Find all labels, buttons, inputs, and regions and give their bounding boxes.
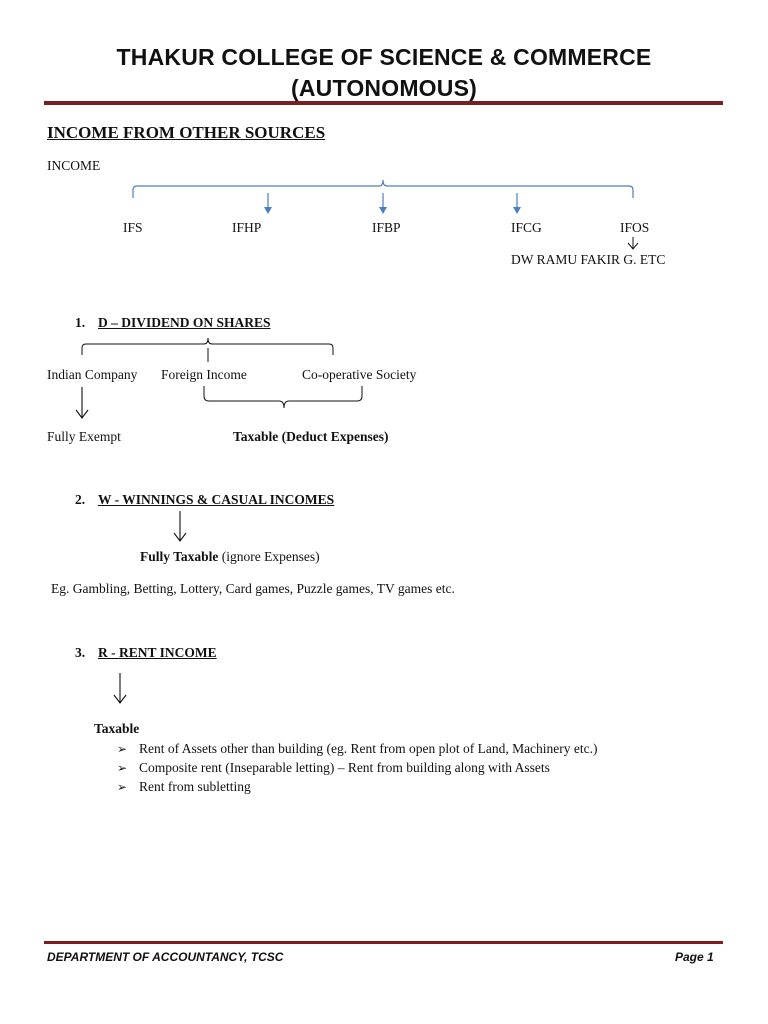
footer-department: DEPARTMENT OF ACCOUNTANCY, TCSC — [47, 950, 284, 964]
fully-taxable-label: Fully Taxable — [140, 549, 219, 564]
dividend-title: D – DIVIDEND ON SHARES — [98, 315, 271, 330]
head-ifbp: IFBP — [372, 220, 401, 235]
rent-number: 3. — [75, 645, 86, 660]
branch-indian-company: Indian Company — [47, 367, 138, 382]
bullet-arrow-icon: ➢ — [117, 742, 128, 756]
dividend-brace — [82, 338, 333, 362]
rent-taxable-label: Taxable — [94, 721, 140, 736]
rent-title: R - RENT INCOME — [98, 645, 217, 660]
income-brace — [133, 180, 633, 210]
winnings-result — [140, 549, 320, 565]
rent-item-3: Rent from subletting — [139, 779, 251, 794]
head-ifs: IFS — [123, 220, 143, 235]
bullet-arrow-icon: ➢ — [117, 761, 128, 775]
rent-item-2: Composite rent (Inseparable letting) – Rent from building along with Assets — [139, 760, 550, 775]
head-ifos: IFOS — [620, 220, 650, 235]
branch-cooperative-society: Co-operative Society — [302, 367, 417, 382]
rent-bullet-2 — [117, 760, 550, 776]
ignore-expenses-note: (ignore Expenses) — [218, 549, 320, 564]
bullet-arrow-icon: ➢ — [117, 780, 128, 794]
winnings-number: 2. — [75, 492, 86, 507]
branch-foreign-income: Foreign Income — [161, 367, 247, 382]
winnings-example: Eg. Gambling, Betting, Lottery, Card games, Puzzle games, TV games etc. — [51, 581, 455, 596]
head-ifhp: IFHP — [232, 220, 262, 235]
dividend-number: 1. — [75, 315, 86, 330]
head-ifcg: IFCG — [511, 220, 542, 235]
winnings-title: W - WINNINGS & CASUAL INCOMES — [98, 492, 335, 507]
rent-bullet-3 — [117, 779, 251, 795]
page-title: INCOME FROM OTHER SOURCES — [47, 123, 326, 142]
ifos-expansion: DW RAMU FAKIR G. ETC — [511, 252, 666, 267]
college-name: THAKUR COLLEGE OF SCIENCE & COMMERCE — [116, 44, 652, 70]
footer-page-number: Page 1 — [675, 950, 714, 964]
footer-rule — [44, 941, 723, 944]
taxable-deduct-label: Taxable (Deduct Expenses) — [233, 429, 389, 444]
fully-exempt-label: Fully Exempt — [47, 429, 121, 444]
taxable-brace — [204, 386, 362, 408]
income-root-label: INCOME — [47, 158, 101, 173]
college-status: (AUTONOMOUS) — [291, 75, 477, 101]
rent-bullet-1 — [117, 741, 598, 757]
rent-item-1: Rent of Assets other than building (eg. Rent from open plot of Land, Machinery etc.) — [139, 741, 598, 756]
